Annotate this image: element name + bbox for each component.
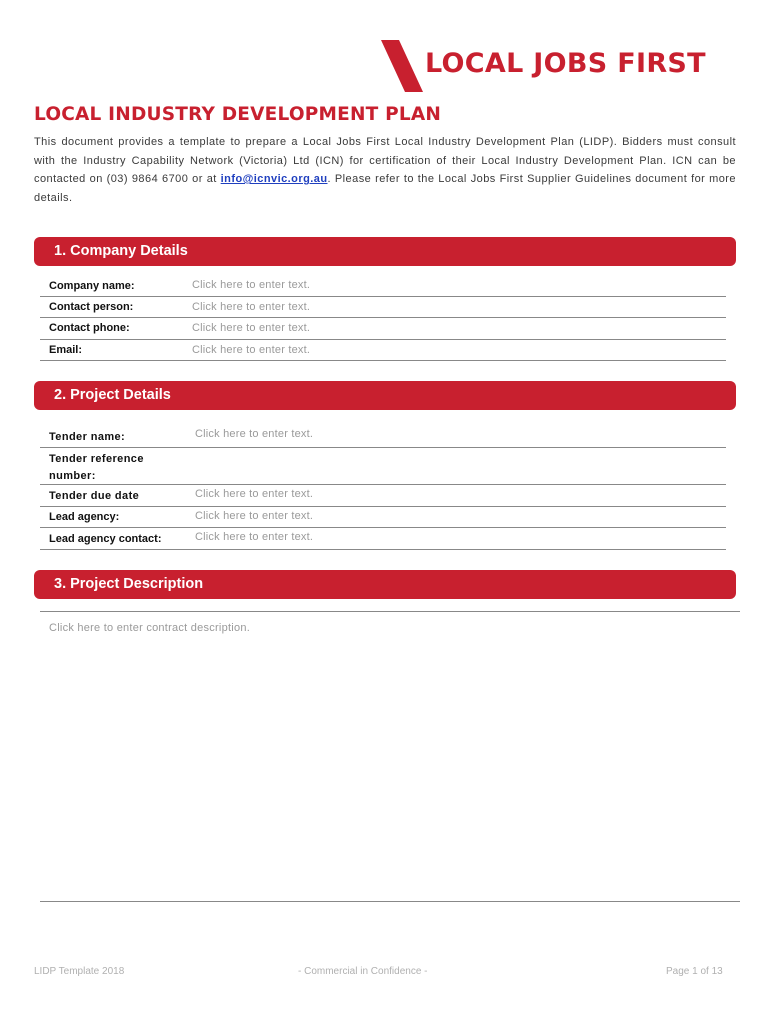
footer-center: - Commercial in Confidence - [298, 966, 428, 977]
footer-page-number: Page 1 of 13 [666, 966, 723, 977]
tender-name-field[interactable]: Click here to enter text. [195, 428, 314, 440]
divider [40, 611, 740, 612]
field-label: Lead agency contact: [49, 533, 162, 545]
logo-slash-icon [381, 38, 429, 94]
section-header-project-details [34, 381, 736, 410]
tender-due-date-field[interactable]: Click here to enter text. [195, 488, 314, 500]
field-label: Contact phone: [49, 322, 130, 334]
company-name-field[interactable]: Click here to enter text. [192, 279, 311, 291]
section-heading: 1. Company Details [54, 243, 188, 259]
section-heading: 2. Project Details [54, 387, 171, 403]
form-row-tender-reference [40, 448, 726, 485]
field-label: Contact person: [49, 301, 134, 313]
footer-left: LIDP Template 2018 [34, 966, 125, 977]
field-label: Tender due date [49, 490, 140, 502]
divider [40, 901, 740, 902]
label-line: Tender reference [49, 453, 144, 465]
intro-line: with the Industry Capability Network (Victoria) Ltd (ICN) for certification of their Local Industry Development Plan. ICN can be [34, 154, 736, 167]
intro-line: This document provides a template to prepare a Local Jobs First Local Industry Development Plan (LIDP). Bidders must consult [34, 136, 736, 148]
intro-line [34, 170, 736, 189]
contact-phone-field[interactable]: Click here to enter text. [192, 322, 311, 334]
project-description-field[interactable]: Click here to enter contract description. [49, 622, 251, 634]
label-line: number: [49, 470, 96, 482]
form-row-contact-person [40, 297, 726, 318]
form-row-contact-phone [40, 318, 726, 340]
field-label: Lead agency: [49, 511, 120, 523]
intro-text: . Please refer to the Local Jobs First Supplier Guidelines document for more [327, 173, 736, 186]
form-row-email [40, 340, 726, 361]
field-label: Tender name: [49, 431, 126, 443]
document-title: LOCAL INDUSTRY DEVELOPMENT PLAN [34, 104, 442, 125]
logo-text: LOCAL JOBS FIRST [425, 48, 706, 79]
field-label [49, 451, 144, 485]
email-link[interactable]: info@icnvic.org.au [220, 173, 328, 186]
form-row-lead-agency-contact [40, 528, 726, 550]
form-row-company-name [40, 275, 726, 297]
form-row-tender-due-date [40, 485, 726, 507]
field-label: Email: [49, 344, 83, 356]
field-label: Company name: [49, 280, 135, 292]
email-field[interactable]: Click here to enter text. [192, 344, 311, 356]
form-row-lead-agency [40, 507, 726, 528]
section-header-company-details [34, 237, 736, 266]
form-row-tender-name [40, 420, 726, 448]
intro-line: details. [34, 191, 73, 204]
intro-paragraph [34, 133, 736, 207]
contact-person-field[interactable]: Click here to enter text. [192, 301, 311, 313]
lead-agency-field[interactable]: Click here to enter text. [195, 510, 314, 522]
local-jobs-first-logo [381, 38, 741, 94]
lead-agency-contact-field[interactable]: Click here to enter text. [195, 531, 314, 543]
section-heading: 3. Project Description [54, 576, 204, 592]
section-header-project-description [34, 570, 736, 599]
intro-text: contacted on (03) 9864 6700 or at [34, 173, 221, 186]
